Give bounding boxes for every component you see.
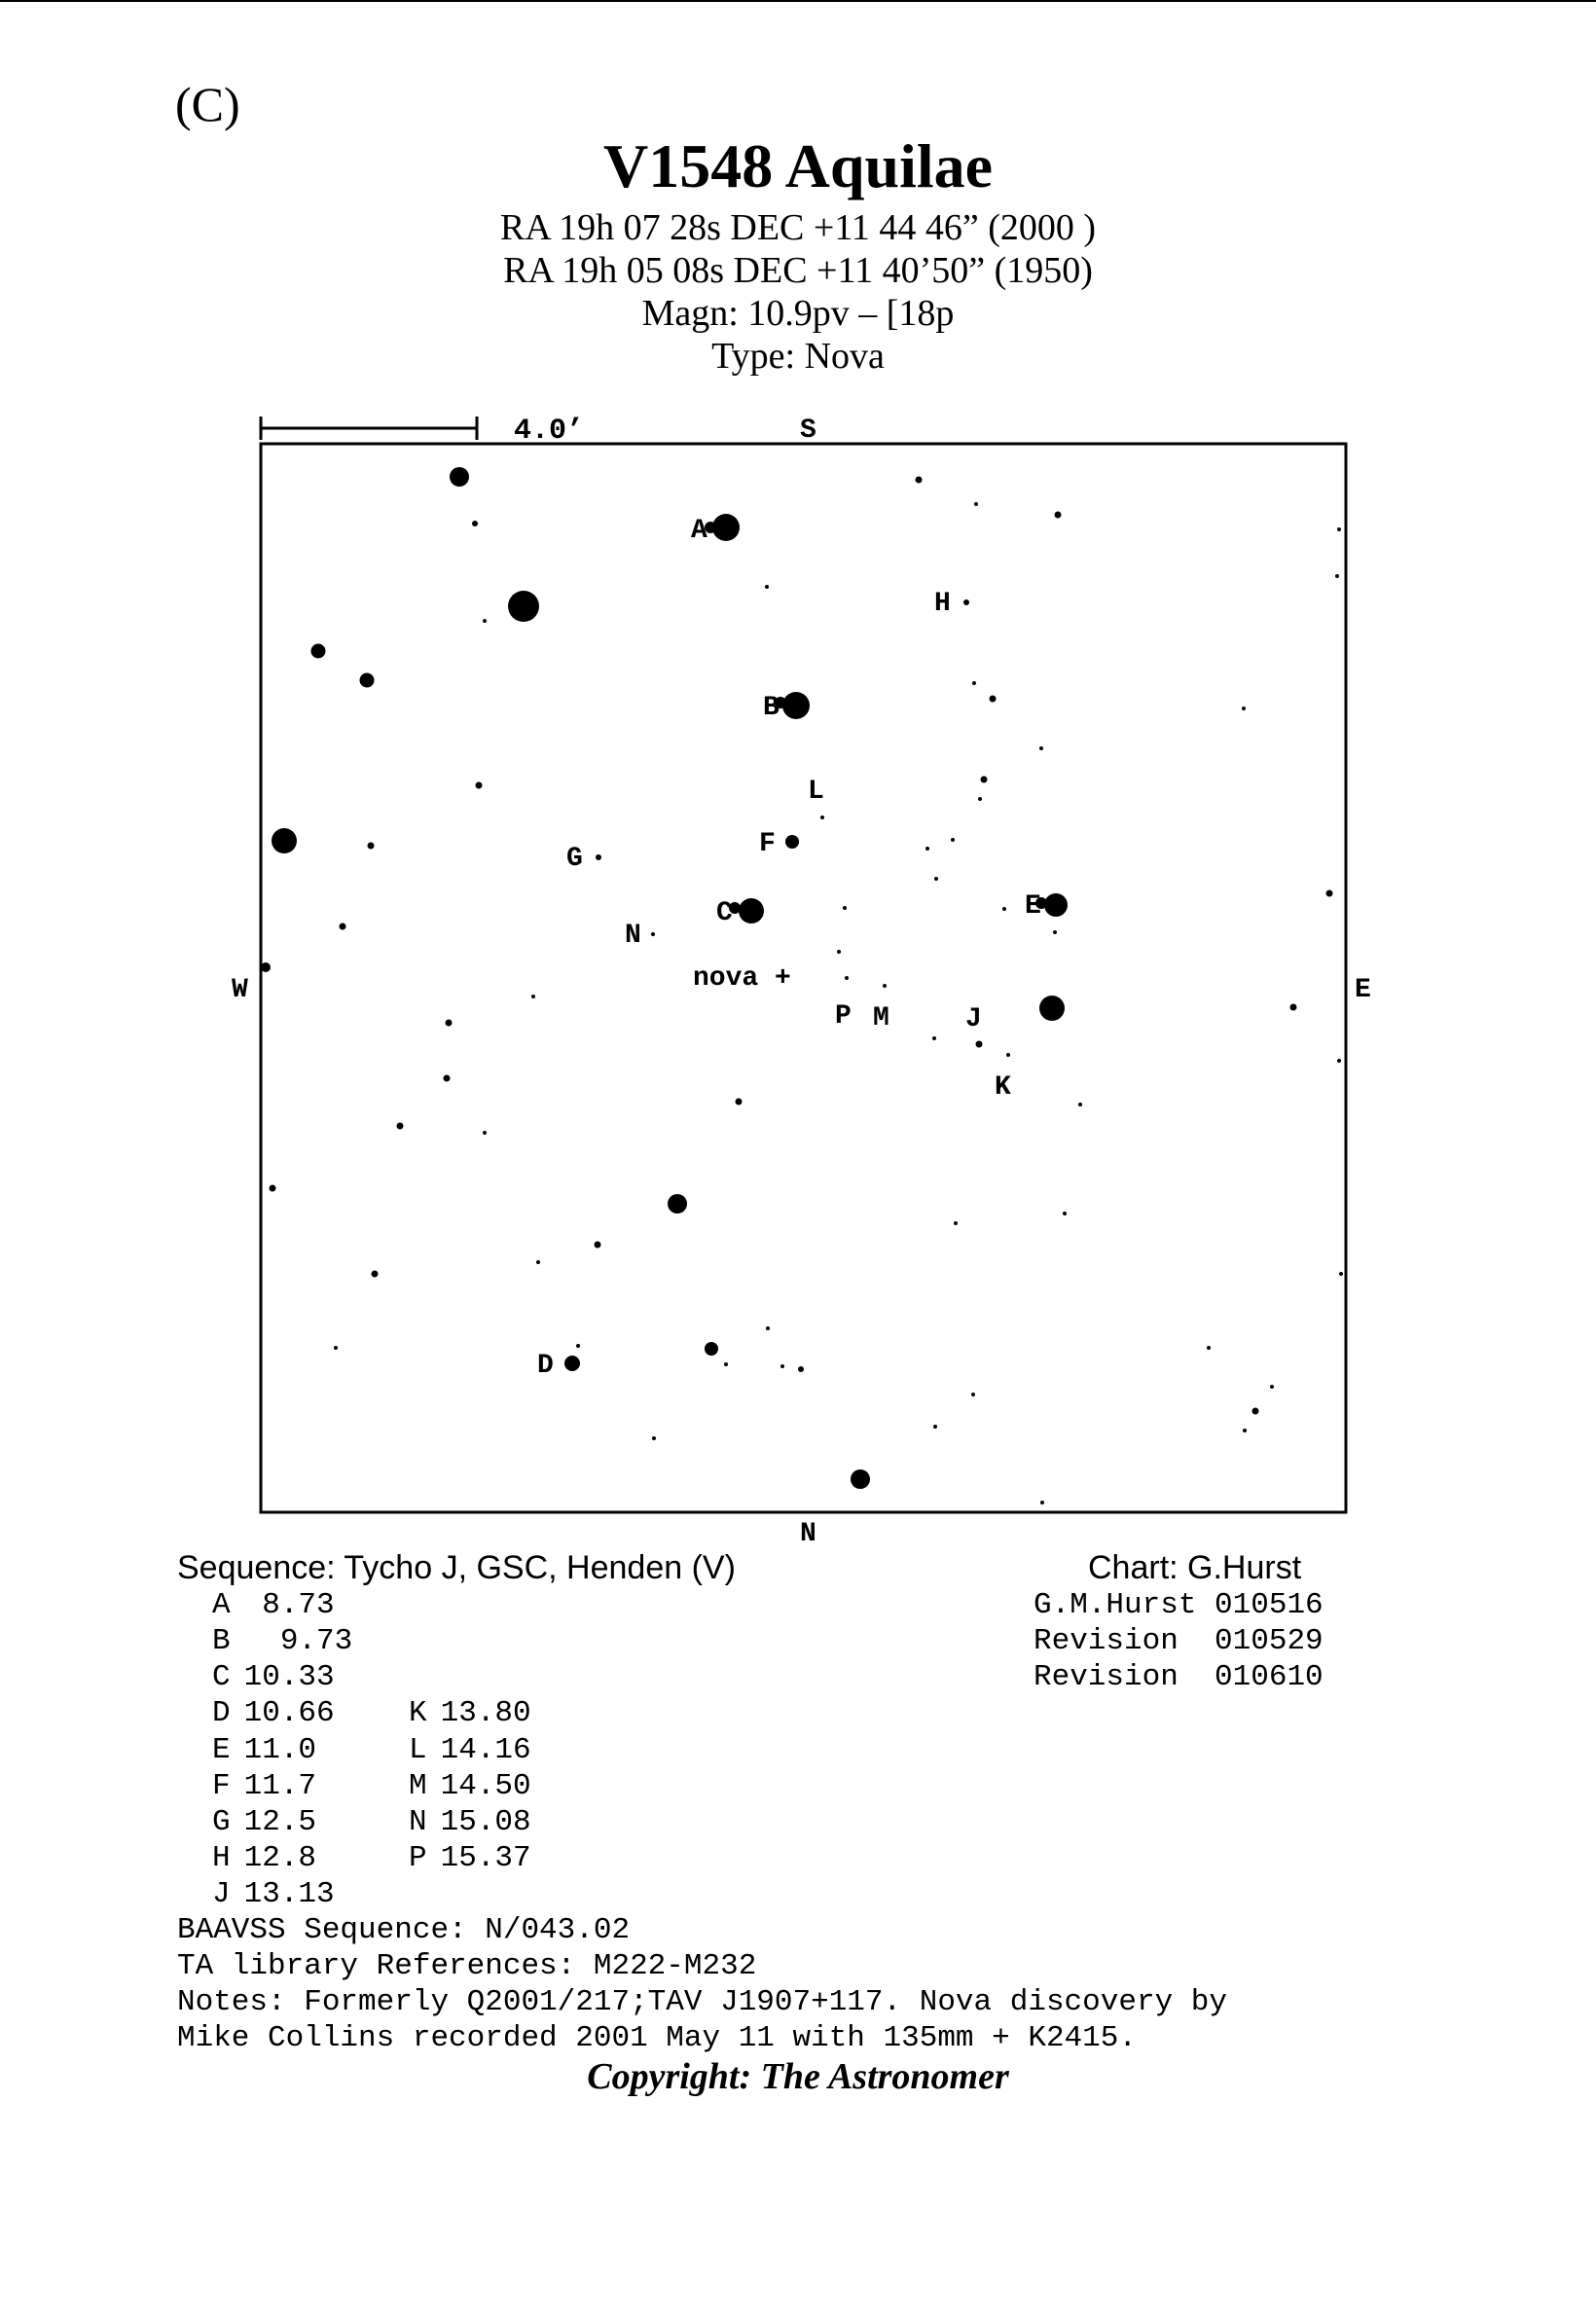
star <box>765 585 769 589</box>
variable-type: Type: Nova <box>711 336 885 377</box>
star <box>1039 746 1043 750</box>
star <box>576 1344 580 1348</box>
chart-info-line-3: Revision 010610 <box>1034 1660 1324 1694</box>
seq-star-e: E 11.0 <box>212 1733 317 1767</box>
star <box>963 599 969 605</box>
direction-east: E <box>1355 975 1371 1005</box>
comp-label-g: G <box>566 844 583 874</box>
star <box>990 696 997 703</box>
star <box>652 1436 656 1440</box>
star <box>508 591 539 622</box>
comp-label-f: F <box>759 829 776 859</box>
star <box>798 1366 804 1372</box>
star <box>1270 1385 1274 1389</box>
star <box>1002 907 1006 911</box>
star <box>1335 574 1339 578</box>
seq-star-l: L 14.16 <box>409 1733 531 1767</box>
star <box>976 1041 983 1048</box>
ta-library-references: TA library References: M222-M232 <box>177 1949 757 1983</box>
star <box>785 835 799 849</box>
star <box>925 847 929 851</box>
sequence-title: Sequence: Tycho J, GSC, Henden (V) <box>177 1549 736 1586</box>
seq-star-d: D 10.66 <box>212 1696 335 1730</box>
direction-south: S <box>800 416 816 446</box>
page-title: V1548 Aquilae <box>602 131 994 200</box>
seq-star-m: M 14.50 <box>409 1769 531 1803</box>
star <box>668 1194 687 1214</box>
chart-author: Chart: G.Hurst <box>1088 1549 1302 1586</box>
star <box>360 673 375 688</box>
star <box>954 1221 958 1225</box>
star <box>397 1123 404 1130</box>
star <box>270 1185 276 1192</box>
star <box>837 950 841 954</box>
star <box>736 1099 743 1105</box>
star <box>1039 996 1065 1021</box>
comp-label-h: H <box>934 589 951 619</box>
seq-star-a: A 8.73 <box>212 1588 335 1622</box>
star <box>724 1362 728 1366</box>
baavss-sequence: BAAVSS Sequence: N/043.02 <box>177 1913 631 1947</box>
star <box>1326 890 1333 897</box>
comp-label-e: E <box>1025 891 1041 922</box>
star <box>782 692 810 719</box>
star <box>916 477 923 484</box>
comp-label-p: P <box>835 1001 852 1032</box>
star <box>883 984 887 988</box>
star <box>272 828 297 853</box>
star <box>934 877 938 881</box>
scale-label: 4.0’ <box>514 415 585 448</box>
magnitude-range: Magn: 10.9pv – [18p <box>641 293 955 334</box>
seq-star-g: G 12.5 <box>212 1805 317 1839</box>
star <box>739 898 764 924</box>
star <box>843 906 847 910</box>
star <box>536 1260 540 1264</box>
star <box>340 924 346 930</box>
star <box>845 976 849 980</box>
star <box>978 797 982 801</box>
star <box>933 1425 937 1429</box>
comp-label-d: D <box>537 1351 554 1381</box>
star <box>311 644 326 659</box>
star <box>981 777 988 783</box>
star <box>712 514 740 541</box>
star <box>450 467 469 487</box>
star <box>483 1131 487 1135</box>
seq-star-n: N 15.08 <box>409 1805 531 1839</box>
direction-north: N <box>800 1519 816 1549</box>
star <box>1242 707 1246 710</box>
seq-star-p: P 15.37 <box>409 1841 531 1875</box>
direction-west: W <box>232 975 248 1005</box>
star <box>1337 527 1341 531</box>
star <box>261 962 271 972</box>
star <box>1207 1346 1211 1350</box>
chart-frame <box>261 444 1346 1512</box>
chart-info-line-1: G.M.Hurst 010516 <box>1034 1588 1324 1622</box>
star <box>1290 1004 1297 1011</box>
scale-bar <box>261 417 477 440</box>
copyright: Copyright: The Astronomer <box>587 2056 1009 2097</box>
star <box>1252 1408 1259 1415</box>
seq-star-b: B 9.73 <box>212 1624 353 1658</box>
star <box>372 1271 379 1278</box>
notes-line-2: Mike Collins recorded 2001 May 11 with 135mm + K2415. <box>177 2021 1137 2055</box>
star <box>564 1356 580 1371</box>
coordinates-1950: RA 19h 05 08s DEC +11 40’50” (1950) <box>503 250 1093 291</box>
coordinates-2000: RA 19h 07 28s DEC +11 44 46” (2000 ) <box>499 207 1097 248</box>
star <box>596 854 601 860</box>
nova-label: nova + <box>693 963 791 994</box>
star <box>1044 893 1068 917</box>
panel-label: (C) <box>175 77 240 131</box>
star <box>705 1342 718 1356</box>
field-stars <box>261 467 1343 1504</box>
star <box>446 1020 453 1027</box>
star <box>1055 512 1062 519</box>
star <box>1078 1103 1082 1106</box>
star <box>766 1326 770 1330</box>
star <box>951 838 955 842</box>
star <box>472 521 478 526</box>
star <box>971 1393 975 1396</box>
comp-label-l: L <box>808 777 824 807</box>
comp-label-c: C <box>716 898 733 928</box>
star <box>820 815 824 819</box>
star <box>972 681 976 685</box>
star <box>368 843 375 850</box>
seq-star-k: K 13.80 <box>409 1696 531 1730</box>
star <box>1006 1053 1010 1057</box>
star <box>1040 1501 1044 1504</box>
star <box>1063 1212 1067 1215</box>
chart-info-line-2: Revision 010529 <box>1034 1624 1324 1658</box>
notes-line-1: Notes: Formerly Q2001/217;TAV J1907+117. Nova discovery by <box>177 1985 1227 2019</box>
star <box>780 1364 784 1368</box>
comp-label-m: M <box>873 1003 889 1033</box>
star <box>932 1036 936 1040</box>
star <box>651 932 655 936</box>
seq-star-c: C 10.33 <box>212 1660 335 1694</box>
star <box>531 995 535 998</box>
comp-label-a: A <box>691 516 707 546</box>
comparison-labels <box>537 516 1041 1381</box>
star <box>476 782 483 789</box>
comp-label-j: J <box>965 1004 982 1034</box>
star <box>1243 1429 1247 1432</box>
star <box>974 502 978 506</box>
seq-star-f: F 11.7 <box>212 1769 317 1803</box>
star <box>1339 1272 1343 1276</box>
seq-star-h: H 12.8 <box>212 1841 317 1875</box>
comp-label-b: B <box>763 693 780 723</box>
star <box>444 1075 451 1082</box>
star <box>595 1242 601 1249</box>
star <box>1053 930 1057 934</box>
seq-star-j: J 13.13 <box>212 1877 335 1911</box>
star <box>334 1346 338 1350</box>
comp-label-n: N <box>625 921 641 951</box>
star <box>851 1469 870 1489</box>
star <box>1337 1059 1341 1063</box>
star <box>483 619 487 623</box>
comp-label-k: K <box>995 1072 1011 1103</box>
